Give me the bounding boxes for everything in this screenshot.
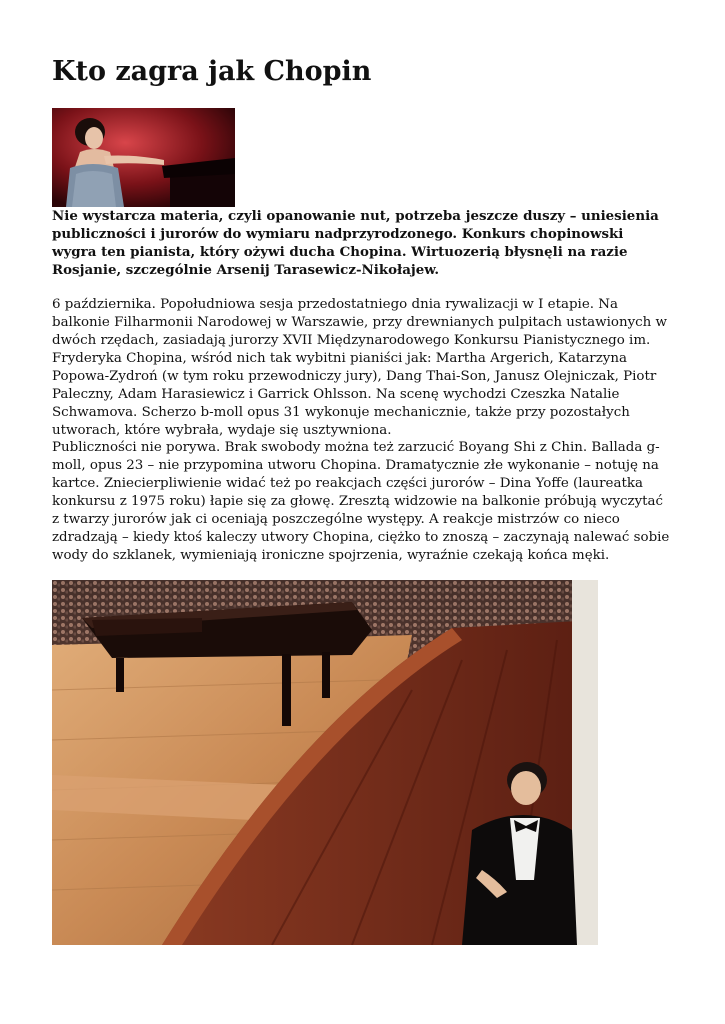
concert-hall-photo	[52, 580, 598, 945]
pianist-photo	[52, 108, 235, 207]
article-paragraph: Publiczności nie porywa. Brak swobody można też zarzucić Boyang Shi z Chin. Ballada g-moll, opus 23 – nie przypomina utworu Chopina. Dramatycznie złe wykonanie – notuję na kartce. Zniecierpliwienie widać też po reakcjach części jurorów – Dina Yoffe (laureatka konkursu z 1975 roku) łapie się za głowę. Zresztą widzowie na balkonie próbują wyczytać z twarzy jurorów jak ci oceniają poszczególne występy. A reakcje mistrzów co nieco zdradzają – kiedy ktoś kaleczy utwory Chopina, ciężko to znoszą – zaczynają nalewać sobie wody do szklanek, wymieniają ironiczne spojrzenia, wyraźnie czekają końca męki.	[52, 440, 670, 563]
article-paragraph: 6 października. Popołudniowa sesja przedostatniego dnia rywalizacji w I etapie. Na balkonie Filharmonii Narodowej w Warszawie, przy drewnianych pulpitach ustawionych w dwóch rzędach, zasiadają jurorzy XVII Międzynarodowego Konkursu Pianistycznego im. Fryderyka Chopina, wśród nich tak wybitni pianiści jak: Martha Argerich, Katarzyna Popowa-Zydroń (w tym roku przewodniczy jury), Dang Thai-Son, Janusz Olejniczak, Piotr Paleczny, Adam Harasiewicz i Garrick Ohlsson. Na scenę wychodzi Czeszka Natalie Schwamova. Scherzo b-moll opus 31 wykonuje mechanicznie, także przy pozostałych utworach, które wybrała, wydaje się usztywniona.	[52, 297, 668, 438]
pianist-photo-illustration	[52, 108, 235, 207]
concert-hall-illustration	[52, 580, 598, 945]
article-lead: Nie wystarcza materia, czyli opanowanie nut, potrzeba jeszcze duszy – uniesienia publiczności i jurorów do wymiaru nadprzyrodzonego. Konkurs chopinowski wygra ten pianista, który ożywi ducha Chopina. Wirtuozerią błysnęli na razie Rosjanie, szczególnie Arsenij Tarasewicz-Nikołajew.	[52, 208, 659, 278]
article-title: Kto zagra jak Chopin	[52, 56, 372, 87]
